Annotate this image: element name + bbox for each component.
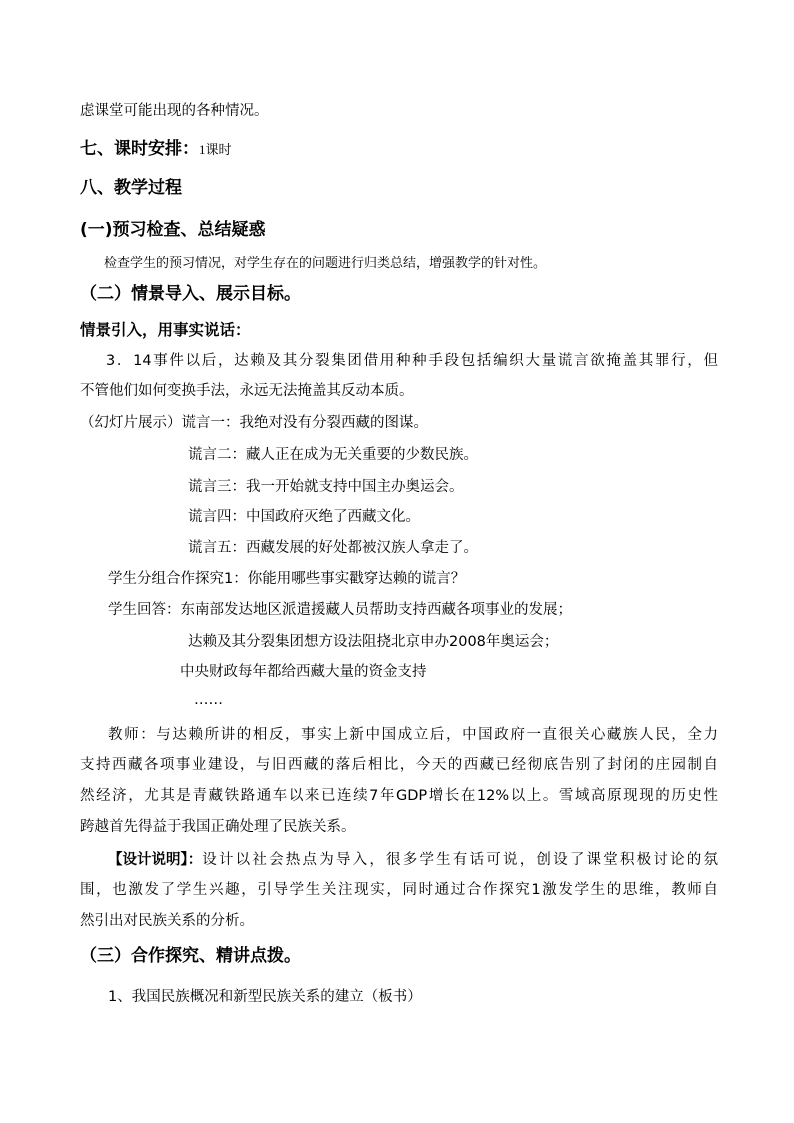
question-1: 学生分组合作探究1：你能用哪些事实戳穿达赖的谎言？ — [108, 571, 466, 587]
teacher-line: 教师：与达赖所讲的相反，事实上新中国成立后，中国政府一直很关心藏族人民，全力 — [108, 727, 718, 743]
answer-1: 东南部发达地区派遣援藏人员帮助支持西藏各项事业的发展； — [180, 602, 572, 618]
section-8-heading: 八、教学过程 — [80, 178, 182, 198]
design-note-line — [108, 853, 718, 868]
lie-5: 谎言五：西藏发展的好处都被汉族人拿走了。 — [188, 540, 478, 556]
answer-ellipsis: …… — [194, 692, 223, 708]
paragraph-line: 不管他们如何变换手法，永远无法掩盖其反动本质。 — [80, 383, 414, 399]
intro-label: 情景引入，用事实说话： — [80, 321, 251, 339]
section-7-heading — [80, 141, 232, 158]
design-note-line: 然引出对民族关系的分析。 — [80, 913, 254, 929]
teacher-line: 然经济，尤其是青藏铁路通车以来已连续7年GDP增长在12%以上。雪域高原现现的历史性 — [80, 788, 718, 804]
subsection-3-heading: （三）合作探究、精讲点拨。 — [80, 946, 301, 966]
section-7-value: 1课时 — [199, 142, 232, 157]
teacher-line: 支持西藏各项事业建设，与旧西藏的落后相比，今天的西藏已经彻底告别了封闭的庄园制自 — [80, 757, 718, 773]
subsection-1-body: 检查学生的预习情况，对学生存在的问题进行归类总结，增强教学的针对性。 — [104, 256, 547, 271]
answer-1-line — [108, 603, 572, 618]
paragraph-line: 3．14事件以后，达赖及其分裂集团借用种种手段包括编织大量谎言欲掩盖其罪行，但 — [106, 353, 718, 369]
answer-3: 中央财政每年都给西藏大量的资金支持 — [180, 664, 427, 680]
answer-2: 达赖及其分裂集团想方设法阻挠北京申办2008年奥运会； — [188, 634, 559, 650]
lie-3: 谎言三：我一开始就支持中国主办奥运会。 — [188, 479, 464, 495]
subsection-1-heading: (一)预习检查、总结疑惑 — [80, 220, 266, 240]
section-7-title: 七、课时安排： — [80, 139, 199, 159]
design-note-line: 围，也激发了学生兴趣，引导学生关注现实，同时通过合作探究1激发学生的思维，教师自 — [80, 882, 718, 898]
lie-2: 谎言二：藏人正在成为无关重要的少数民族。 — [188, 447, 478, 463]
lie-1-line — [80, 416, 428, 431]
design-note-label: 【设计说明】： — [108, 852, 203, 868]
lie-4: 谎言四：中国政府灭绝了西藏文化。 — [188, 509, 420, 525]
teacher-line: 跨越首先得益于我国正确处理了民族关系。 — [80, 819, 356, 835]
continuation-line: 虑课堂可能出现的各种情况。 — [80, 103, 269, 119]
board-item-1: 1、我国民族概况和新型民族关系的建立（板书） — [108, 989, 422, 1005]
slide-label: （幻灯片展示） — [80, 415, 182, 431]
design-note-text: 设计以社会热点为导入，很多学生有话可说，创设了课堂积极讨论的氛 — [202, 852, 718, 868]
answer-label: 学生回答： — [108, 602, 181, 618]
subsection-2-heading: （二）情景导入、展示目标。 — [80, 284, 301, 304]
lie-1: 谎言一：我绝对没有分裂西藏的图谋。 — [181, 415, 428, 431]
